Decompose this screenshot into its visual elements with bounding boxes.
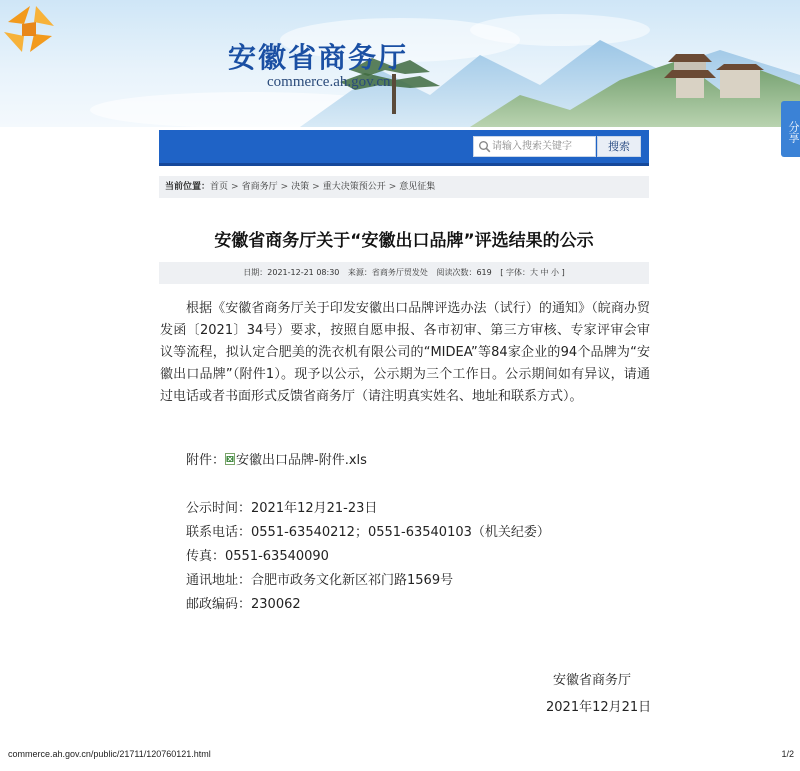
breadcrumb (159, 176, 649, 198)
print-footer-url: commerce.ah.gov.cn/public/21711/120760121.html (8, 749, 211, 759)
breadcrumb-item-decisions[interactable]: 决策 (291, 182, 310, 192)
signature-org: 安徽省商务厅 (553, 673, 632, 688)
article-body: 根据《安徽省商务厅关于印发安徽出口品牌评选办法（试行）的通知》（皖商办贸发函〔2021〕34号）要求，按照自愿申报、各市初审、第三方审核、专家评审会审议等流程，拟认定合肥美的洗衣机有限公司的“MIDEA”等84家企业的94个品牌为“安徽出口品牌”（附件1）。现予以公示，公示期为三个工作日。公示期间如有异议，请通过电话或者书面形式反馈省商务厅（请注明真实姓名、地址和联系方式）。 (160, 301, 650, 404)
site-name[interactable]: 安徽省商务厅 (228, 41, 409, 74)
attachment-line (186, 449, 367, 468)
header-banner (0, 0, 800, 127)
view-count: 阅读次数：619 (436, 268, 492, 277)
breadcrumb-separator: > (312, 182, 320, 192)
share-button[interactable]: 分享 (781, 101, 800, 157)
excel-file-icon (225, 453, 235, 465)
postal-code: 邮政编码：230062 (186, 597, 301, 612)
article-meta (159, 262, 649, 284)
breadcrumb-lead: 当前位置： (165, 182, 211, 192)
font-size-control[interactable]: [ 字体：大 中 小 ] (500, 268, 565, 277)
attachment-link[interactable]: 安徽出口品牌-附件.xls (236, 453, 367, 468)
fax-number: 传真：0551-63540090 (186, 549, 329, 564)
breadcrumb-item-preannouncement[interactable]: 重大决策预公开 (322, 182, 386, 192)
print-footer-page-number: 1/2 (781, 749, 794, 759)
nav-bar (159, 130, 649, 166)
breadcrumb-separator: > (388, 182, 397, 192)
article-title: 安徽省商务厅关于“安徽出口品牌”评选结果的公示 (214, 231, 594, 251)
contact-phone: 联系电话：0551-63540212；0551-63540103（机关纪委） (186, 525, 550, 540)
logo-icon (0, 0, 58, 58)
notice-period: 公示时间：2021年12月21-23日 (186, 501, 378, 516)
breadcrumb-item-department[interactable]: 省商务厅 (241, 182, 278, 192)
search-box (473, 136, 596, 157)
breadcrumb-item-home[interactable]: 首页 (210, 182, 229, 192)
attachment-label: 附件： (186, 453, 226, 468)
search-button[interactable]: 搜索 (597, 136, 641, 157)
breadcrumb-separator: > (280, 182, 289, 192)
search-input[interactable] (492, 138, 592, 155)
search-icon (478, 140, 491, 153)
breadcrumb-separator: > (231, 182, 239, 192)
site-domain: commerce.ah.gov.cn (267, 74, 391, 90)
article-source: 来源：省商务厅贸发处 (347, 268, 428, 277)
breadcrumb-item-feedback[interactable]: 意见征集 (399, 182, 436, 192)
publish-date: 日期：2021-12-21 08:30 (243, 268, 340, 277)
mailing-address: 通讯地址：合肥市政务文化新区祁门路1569号 (186, 573, 454, 588)
signature-date: 2021年12月21日 (546, 700, 652, 715)
